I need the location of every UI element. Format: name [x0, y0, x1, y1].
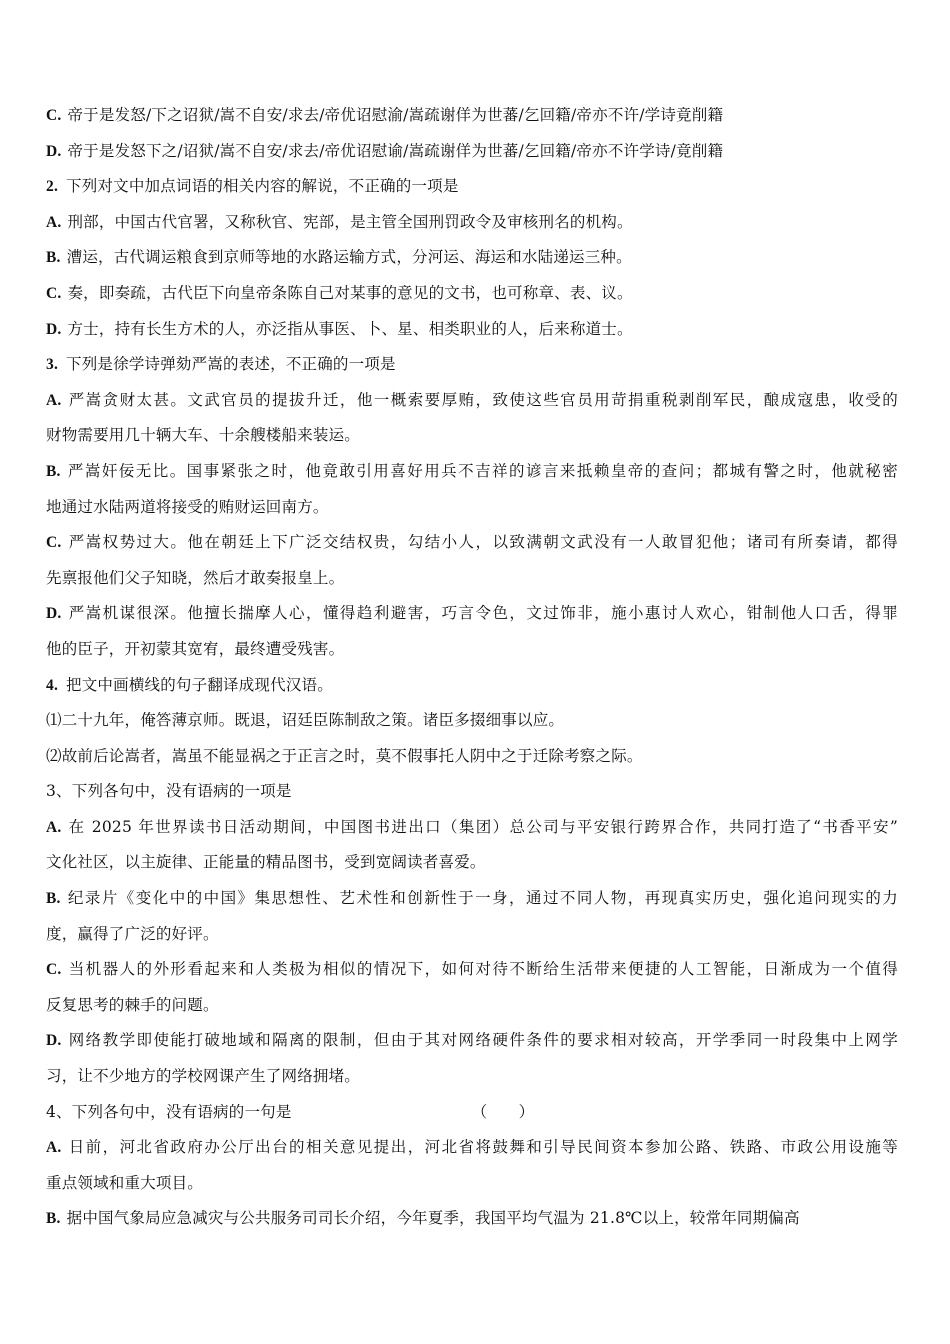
- line-text: 反复思考的棘手的问题。: [46, 995, 219, 1014]
- question-number: 2.: [46, 178, 59, 196]
- line-text: 严嵩权势过大。他在朝廷上下广泛交结权贵，勾结小人，以致满朝文武没有一人敢冒犯他；诸司有所奏请，都得: [67, 533, 898, 552]
- translation-item-2: [46, 739, 898, 775]
- line-text: ⑴二十九年，俺答薄京师。既退，诏廷臣陈制敌之策。诸臣多掇细事以应。: [46, 711, 565, 730]
- line-text: 方士，持有长生方术的人，亦泛指从事医、卜、星、相类职业的人，后来称道士。: [67, 319, 633, 338]
- option-label: C.: [46, 284, 62, 302]
- option-b-line: [46, 1201, 898, 1237]
- option-label: D.: [46, 142, 62, 160]
- option-d-line: [46, 596, 898, 632]
- option-label: D.: [46, 320, 62, 338]
- question-text: 下列是徐学诗弹劾严嵩的表述，不正确的一项是: [66, 355, 396, 374]
- continuation-line: [46, 917, 898, 953]
- option-d-line: [46, 312, 898, 348]
- question-heading: [46, 774, 898, 810]
- question-text: 4、下列各句中，没有语病的一句是: [46, 1102, 292, 1121]
- question-text: 把文中画横线的句子翻译成现代汉语。: [66, 675, 333, 694]
- option-b-line: [46, 454, 898, 490]
- line-text: 奏，即奏疏，古代臣下向皇帝条陈自己对某事的意见的文书，也可称章、表、议。: [67, 283, 633, 302]
- question-text: 3、下列各句中，没有语病的一项是: [46, 782, 292, 801]
- option-label: C.: [46, 534, 62, 552]
- option-a-line: [46, 383, 898, 419]
- option-c-line: [46, 525, 898, 561]
- option-label: C.: [46, 107, 62, 124]
- option-label: C.: [46, 961, 62, 979]
- answer-blank: （ ）: [471, 1102, 535, 1121]
- option-label: B.: [46, 1210, 61, 1228]
- line-text: 帝于是发怒下之/诏狱/嵩不自安/求去/帝优诏慰谕/嵩疏谢佯为世蕃/乞回籍/帝亦不许学诗/竟削籍: [67, 141, 724, 160]
- line-text: 纪录片《变化中的中国》集思想性、艺术性和创新性于一身，通过不同人物，再现真实历史，强化追问现实的力: [66, 889, 898, 908]
- question-text: 下列对文中加点词语的相关内容的解说，不正确的一项是: [66, 177, 459, 196]
- line-text: ⑵故前后论嵩者，嵩虽不能显祸之于正言之时，莫不假事托人阴中之于迁除考察之际。: [46, 746, 643, 765]
- continuation-line: [46, 490, 898, 526]
- continuation-line: [46, 1166, 898, 1202]
- option-a-line: [46, 1130, 898, 1166]
- line-text: 财物需要用几十辆大车、十余艘楼船来装运。: [46, 426, 361, 445]
- option-d-line: [46, 134, 898, 170]
- option-label: A.: [46, 818, 62, 836]
- question-number: 3.: [46, 356, 59, 374]
- line-text: 重点领域和重大项目。: [46, 1173, 204, 1192]
- line-text: 地通过水陆两道将接受的贿财运回南方。: [46, 497, 329, 516]
- line-text: 先禀报他们父子知晓，然后才敢奏报皇上。: [46, 568, 345, 587]
- option-label: B.: [46, 462, 61, 480]
- option-label: B.: [46, 249, 61, 267]
- line-text: 刑部，中国古代官署，又称秋官、宪部，是主管全国刑罚政令及审核刑名的机构。: [67, 212, 633, 231]
- question-number: 4.: [46, 676, 59, 694]
- line-text: 严嵩奸佞无比。国事紧张之时，他竟敢引用喜好用兵不吉祥的谚言来抵赖皇帝的查问；都城有警之时，他就秘密: [66, 461, 898, 480]
- line-text: 他的臣子，开初蒙其宽宥，最终遭受残害。: [46, 639, 345, 658]
- line-text: 帝于是发怒/下之诏狱/嵩不自安/求去/帝优诏慰渝/嵩疏谢佯为世蕃/乞回籍/帝亦不许/学诗竟削籍: [67, 106, 724, 124]
- option-label: A.: [46, 1139, 62, 1157]
- option-label: B.: [46, 890, 61, 908]
- line-text: 漕运，古代调运粮食到京师等地的水路运输方式，分河运、海运和水陆递运三种。: [66, 248, 632, 267]
- option-a-line: [46, 205, 898, 241]
- line-text: 严嵩机谋很深。他擅长揣摩人心，懂得趋利避害，巧言令色，文过饰非，施小惠讨人欢心，钳制他人口舌，得罪: [67, 604, 898, 623]
- line-text: 据中国气象局应急减灾与公共服务司司长介绍，今年夏季，我国平均气温为 21.8℃以上，较常年同期偏高: [66, 1209, 800, 1228]
- option-label: A.: [46, 391, 62, 409]
- line-text: 在 2025 年世界读书日活动期间，中国图书进出口（集团）总公司与平安银行跨界合作，共同打造了“书香平安”: [67, 817, 898, 836]
- line-text: 日前，河北省政府办公厅出台的相关意见提出，河北省将鼓舞和引导民间资本参加公路、铁路、市政公用设施等: [67, 1138, 898, 1157]
- continuation-line: [46, 988, 898, 1024]
- option-label: A.: [46, 213, 62, 231]
- continuation-line: [46, 632, 898, 668]
- question-3: [46, 347, 898, 383]
- option-d-line: [46, 1023, 898, 1059]
- option-b-line: [46, 881, 898, 917]
- line-text: 习，让不少地方的学校网课产生了网络拥堵。: [46, 1067, 361, 1086]
- question-heading: [46, 1095, 898, 1131]
- line-text: 度，赢得了广泛的好评。: [46, 924, 219, 943]
- continuation-line: [46, 418, 898, 454]
- continuation-line: [46, 845, 898, 881]
- line-text: 网络教学即使能打破地域和隔离的限制，但由于其对网络硬件条件的要求相对较高，开学季同一时段集中上网学: [67, 1031, 898, 1050]
- question-2: [46, 169, 898, 205]
- option-label: D.: [46, 605, 62, 623]
- option-label: D.: [46, 1032, 62, 1050]
- option-c-line: [46, 952, 898, 988]
- continuation-line: [46, 561, 898, 597]
- option-c-line: [46, 276, 898, 312]
- line-text: 严嵩贪财太甚。文武官员的提拔升迁，他一概索要厚贿，致使这些官员用苛捐重税剥削军民，酿成寇患，收受的: [67, 390, 898, 409]
- continuation-line: [46, 1059, 898, 1095]
- line-text: 文化社区，以主旋律、正能量的精品图书，受到宽阔读者喜爱。: [46, 853, 486, 872]
- option-c-line: [46, 98, 898, 134]
- document-page: [46, 98, 898, 1237]
- question-4: [46, 668, 898, 704]
- line-text: 当机器人的外形看起来和人类极为相似的情况下，如何对待不断给生活带来便捷的人工智能，日渐成为一个值得: [67, 960, 898, 979]
- option-b-line: [46, 240, 898, 276]
- translation-item-1: [46, 703, 898, 739]
- option-a-line: [46, 810, 898, 846]
